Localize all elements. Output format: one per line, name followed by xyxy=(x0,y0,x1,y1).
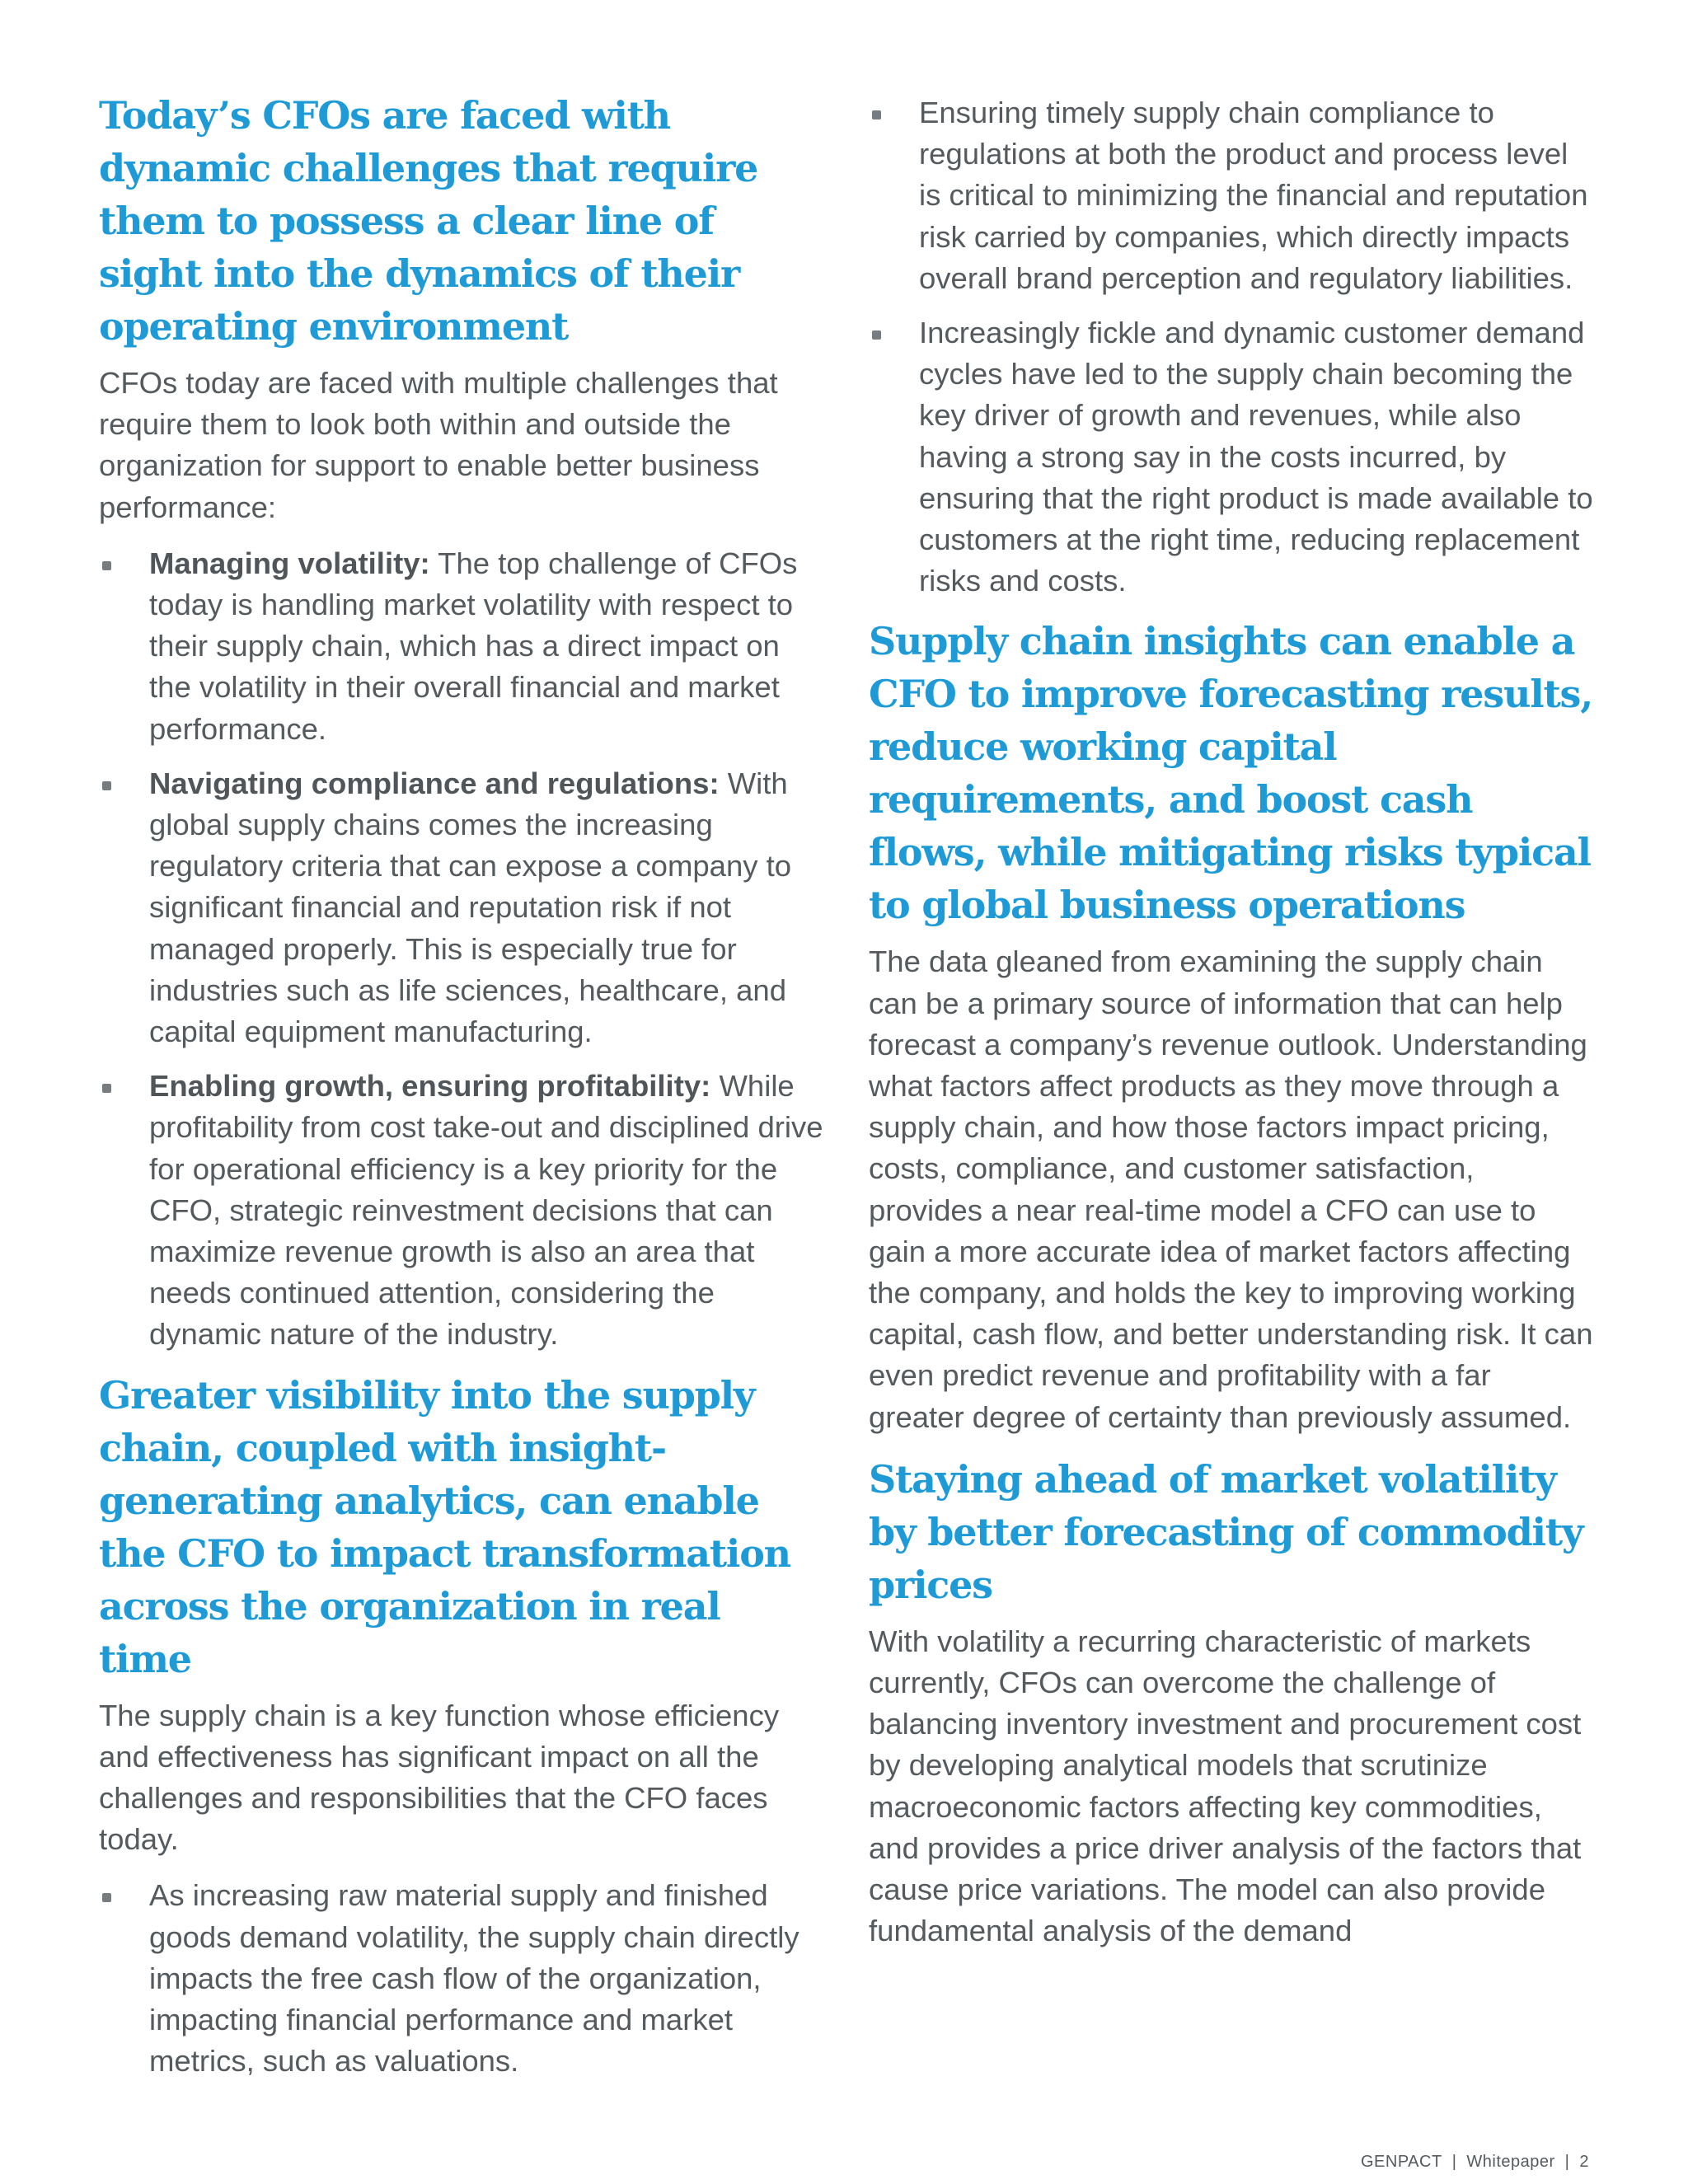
list-item-text: With global supply chains comes the increasing regulatory criteria that can expose a company to significant financial and reputation risk if not managed properly. This is especially true for industries such as life sciences, healthcare, and capital equipment manufacturing. xyxy=(149,766,792,1049)
list-item xyxy=(99,543,824,750)
footer-separator: | xyxy=(1451,2153,1457,2171)
left-column xyxy=(99,89,824,2096)
right-column xyxy=(869,92,1594,1967)
heading-supply-chain-visibility: Greater visibility into the supply chain, coupled with insight-generating analytics, can enable the CFO to impact transformation across the organization in real time xyxy=(99,1372,790,1681)
intro-paragraph: CFOs today are faced with multiple challenges that require them to look both within and outside the organization for support to enable better business performance: xyxy=(99,366,778,524)
list-item-text: Increasingly fickle and dynamic customer demand cycles have led to the supply chain becoming the key driver of growth and revenues, while also having a strong say in the costs incurred, by ensuring that the right product is made available to customers at the right time, reducing replacement risks and costs. xyxy=(919,316,1593,598)
list-item xyxy=(99,1875,824,2082)
supply-chain-list-continued xyxy=(869,92,1594,602)
list-item-lead: Navigating compliance and regulations: xyxy=(149,766,720,800)
list-item xyxy=(869,312,1594,602)
heading-supply-chain-insights: Supply chain insights can enable a CFO to improve forecasting results, reduce working capital requirements, and boost cash flows, while mitigating risks typical to global business operations xyxy=(869,619,1593,928)
insights-paragraph: The data gleaned from examining the supply chain can be a primary source of information that can help forecast a company’s revenue outlook. Understanding what factors affect products as they move through a supply chain, and how those factors impact pricing, costs, compliance, and customer satisfaction, provides a near real-time model a CFO can use to gain a more accurate idea of market factors affecting the company, and holds the key to improving working capital, cash flow, and better understanding risk. It can even predict revenue and profitability with a far greater degree of certainty than previously assumed. xyxy=(869,944,1593,1434)
list-item-text: While profitability from cost take-out and disciplined drive for operational efficiency is a key priority for the CFO, strategic reinvestment decisions that can maximize revenue growth is also an area that needs continued attention, considering the dynamic nature of the industry. xyxy=(149,1069,823,1352)
bullet-icon xyxy=(102,781,111,790)
footer-separator: | xyxy=(1564,2153,1570,2171)
supply-chain-paragraph: The supply chain is a key function whose efficiency and effectiveness has significant impact on all the challenges and responsibilities that the CFO faces today. xyxy=(99,1698,780,1857)
list-item-text: Ensuring timely supply chain compliance to regulations at both the product and process level is critical to minimizing the financial and reputation risk carried by companies, which directly impacts overall brand perception and regulatory liabilities. xyxy=(919,96,1588,295)
list-item-text: The top challenge of CFOs today is handling market volatility with respect to their supply chain, which has a direct impact on the volatility in their overall financial and market performance. xyxy=(149,546,798,746)
list-item xyxy=(99,1066,824,1355)
bullet-icon xyxy=(102,561,111,570)
list-item xyxy=(869,92,1594,299)
heading-cfo-challenges: Today’s CFOs are faced with dynamic challenges that require them to possess a clear line of sight into the dynamics of their operating environment xyxy=(99,93,758,349)
list-item xyxy=(99,763,824,1052)
footer-brand: GENPACT xyxy=(1360,2153,1442,2171)
list-item-lead: Managing volatility: xyxy=(149,546,430,580)
list-item-lead: Enabling growth, ensuring profitability: xyxy=(149,1069,711,1104)
footer-page-number: 2 xyxy=(1579,2153,1589,2171)
heading-market-volatility: Staying ahead of market volatility by better forecasting of commodity prices xyxy=(869,1456,1583,1607)
volatility-paragraph: With volatility a recurring characteristic of markets currently, CFOs can overcome the challenge of balancing inventory investment and procurement cost by developing analytical models that scrutinize macroeconomic factors affecting key commodities, and provides a price driver analysis of the factors that cause price variations. The model can also provide fundamental analysis of the demand xyxy=(869,1624,1582,1948)
challenges-list xyxy=(99,543,824,1356)
bullet-icon xyxy=(872,110,881,120)
bullet-icon xyxy=(102,1893,111,1902)
list-item-text: As increasing raw material supply and finished goods demand volatility, the supply chain directly impacts the free cash flow of the organization, impacting financial performance and market metrics, such as valuations. xyxy=(149,1878,799,2079)
bullet-icon xyxy=(872,330,881,340)
bullet-icon xyxy=(102,1084,111,1093)
page-footer xyxy=(1361,2153,1589,2172)
footer-doc-type: Whitepaper xyxy=(1466,2153,1555,2171)
supply-chain-list xyxy=(99,1875,824,2082)
